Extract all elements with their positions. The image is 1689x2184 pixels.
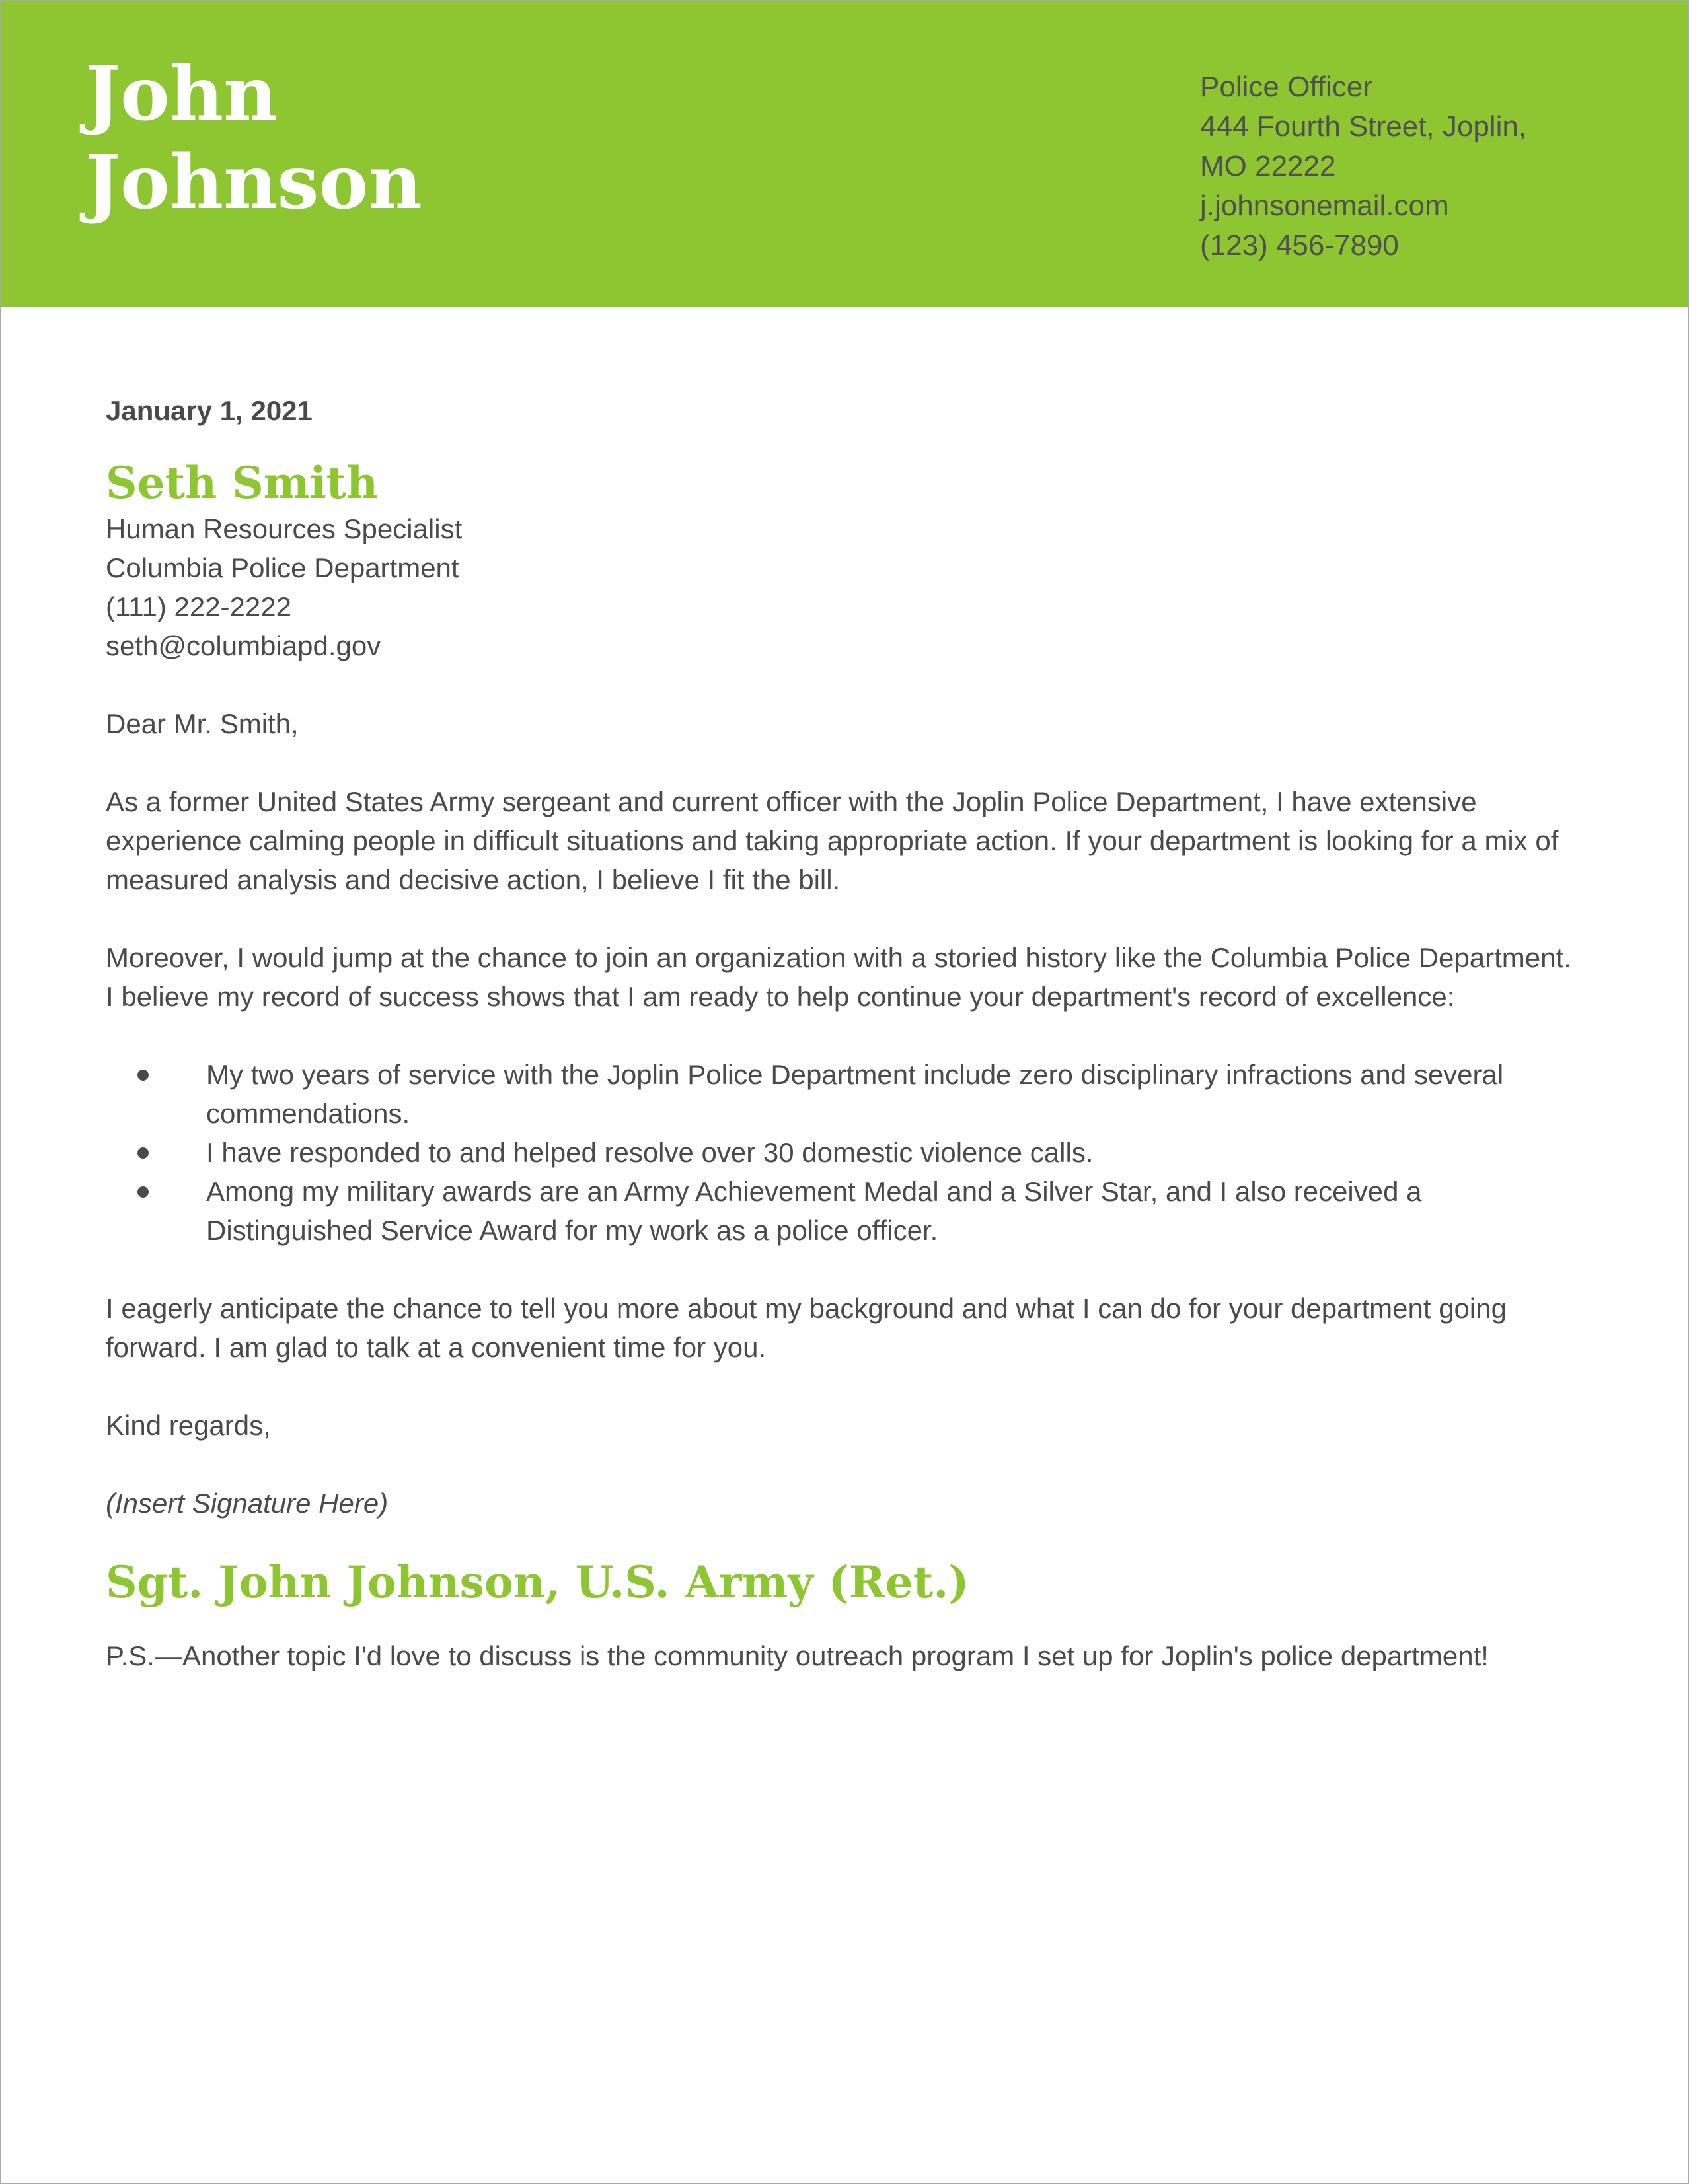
list-item-text: Among my military awards are an Army Achievement Medal and a Silver Star, and I also received a Distinguished Service Award for my work as a police officer. [206, 1176, 1422, 1246]
sender-address-line1: 444 Fourth Street, Joplin, [1200, 110, 1527, 143]
second-paragraph: Moreover, I would jump at the chance to join an organization with a storied history like the Columbia Police Department. I believe my record of success shows that I am ready to help continue your department's record of excellence: [106, 942, 1571, 1012]
letter-date: January 1, 2021 [106, 395, 313, 426]
recipient-name: Seth Smith [106, 457, 379, 509]
bullet-icon [137, 1147, 149, 1159]
sender-name [85, 50, 422, 227]
recipient-details [106, 509, 1579, 665]
list-item [106, 1133, 1579, 1172]
sender-first-name: John [85, 51, 278, 137]
letter-body [106, 391, 1579, 1675]
signature-name: Sgt. John Johnson, U.S. Army (Ret.) [106, 1556, 969, 1608]
bullet-icon [137, 1186, 149, 1198]
list-item-text: I have responded to and helped resolve over 30 domestic violence calls. [206, 1137, 1094, 1168]
closing-paragraph: I eagerly anticipate the chance to tell you more about my background and what I can do for your department going forward. I am glad to talk at a convenient time for you. [106, 1293, 1507, 1363]
salutation: Dear Mr. Smith, [106, 708, 299, 739]
signature-placeholder: (Insert Signature Here) [106, 1488, 389, 1519]
list-item [106, 1055, 1579, 1133]
sender-last-name: Johnson [85, 139, 422, 226]
recipient-phone: (111) 222-2222 [106, 591, 291, 622]
recipient-organization: Columbia Police Department [106, 552, 459, 583]
recipient-title: Human Resources Specialist [106, 513, 463, 544]
postscript: P.S.—Another topic I'd love to discuss is the community outreach program I set up for Joplin's police department! [106, 1640, 1489, 1671]
sender-job-title: Police Officer [1200, 71, 1372, 103]
sender-phone: (123) 456-7890 [1200, 229, 1399, 262]
sender-address-line2: MO 22222 [1200, 150, 1336, 182]
achievements-list [106, 1055, 1579, 1250]
intro-paragraph: As a former United States Army sergeant and current officer with the Joplin Police Department, I have extensive experience calming people in difficult situations and taking appropriate action. If your department is looking for a mix of measured analysis and decisive action, I believe I fit the bill. [106, 786, 1559, 895]
sender-contact-block [1200, 67, 1526, 266]
sender-email: j.johnsonemail.com [1200, 190, 1449, 222]
recipient-email: seth@columbiapd.gov [106, 630, 381, 661]
header-banner [1, 1, 1688, 307]
bullet-icon [137, 1070, 149, 1081]
list-item [106, 1172, 1579, 1250]
signoff: Kind regards, [106, 1410, 271, 1441]
list-item-text: My two years of service with the Joplin Police Department include zero disciplinary infractions and several commendations. [206, 1059, 1504, 1129]
